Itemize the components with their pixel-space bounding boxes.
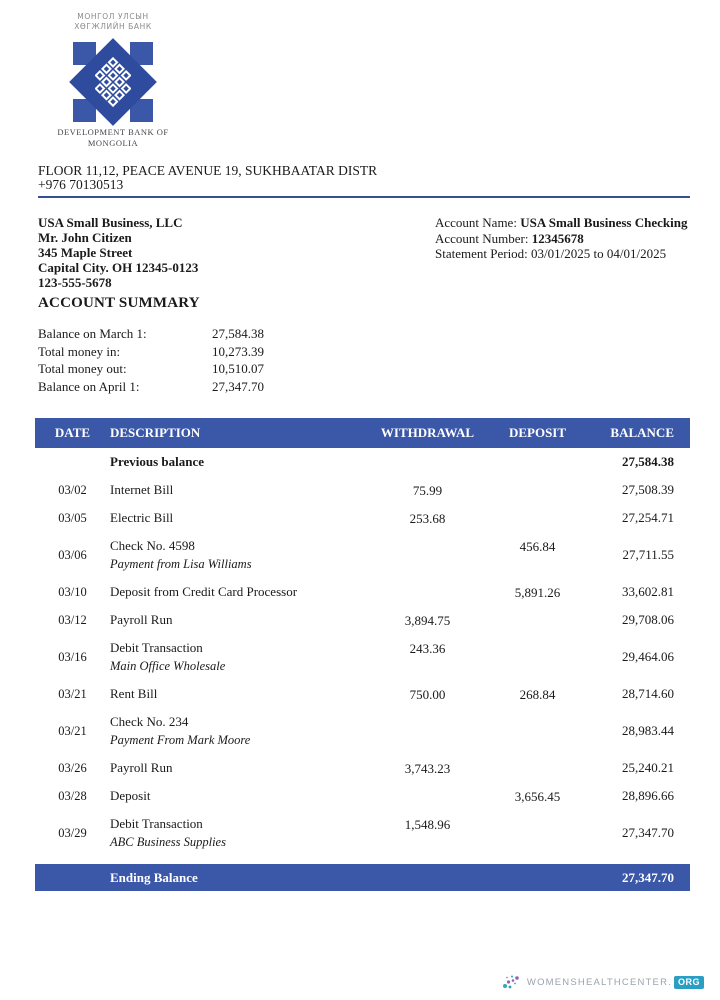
txn-description: Payroll Run	[110, 612, 173, 627]
txn-deposit	[495, 476, 580, 504]
summary-row	[38, 325, 690, 343]
summary-row	[38, 343, 690, 361]
bank-phone: +976 70130513	[38, 177, 124, 192]
previous-balance-row	[35, 448, 690, 476]
customer-phone: 123-555-5678	[38, 275, 112, 290]
txn-description-cell	[110, 476, 360, 504]
txn-description: Payroll Run	[110, 760, 173, 775]
txn-description: Deposit	[110, 788, 151, 803]
txn-deposit: 3,656.45	[514, 789, 561, 804]
txn-date: 03/28	[58, 788, 87, 803]
txn-deposit	[495, 634, 580, 680]
txn-description-cell	[110, 634, 360, 680]
txn-description-cell	[110, 782, 360, 810]
txn-description-cell	[110, 680, 360, 708]
txn-withdrawal: 243.36	[409, 641, 446, 656]
table-row	[35, 782, 690, 810]
table-row	[35, 606, 690, 634]
ending-balance-row	[35, 864, 690, 891]
ending-balance-label: Ending Balance	[110, 869, 198, 885]
header-deposit: DEPOSIT	[508, 425, 567, 440]
dots-logo-icon	[502, 973, 524, 991]
txn-deposit: 456.84	[519, 539, 556, 554]
bank-address: FLOOR 11,12, PEACE AVENUE 19, SUKHBAATAR DISTR	[38, 163, 378, 178]
txn-date: 03/29	[58, 825, 87, 840]
account-summary	[38, 325, 690, 395]
bank-name-mn-line1: МОНГОЛ УЛСЫН	[77, 12, 149, 21]
txn-date: 03/06	[58, 547, 87, 562]
table-row	[35, 578, 690, 606]
customer-company: USA Small Business, LLC	[38, 215, 183, 230]
header-description: DESCRIPTION	[110, 425, 201, 440]
summary-value: 27,347.70	[212, 378, 264, 394]
table-row	[35, 634, 690, 680]
txn-date: 03/12	[58, 612, 87, 627]
bank-address-block	[38, 164, 690, 192]
ending-balance-value: 27,347.70	[622, 869, 674, 885]
txn-balance: 29,464.06	[622, 649, 674, 664]
watermark	[502, 973, 704, 991]
account-number-value: 12345678	[531, 230, 584, 246]
txn-balance: 28,983.44	[622, 723, 674, 738]
txn-description: Debit Transaction	[110, 816, 203, 831]
txn-note: ABC Business Supplies	[110, 835, 226, 849]
txn-balance: 27,508.39	[622, 482, 674, 497]
txn-deposit	[495, 708, 580, 754]
header-balance: BALANCE	[610, 425, 674, 440]
txn-description-cell	[110, 708, 360, 754]
customer-address-block	[38, 215, 198, 290]
transaction-list	[35, 476, 690, 856]
txn-date: 03/21	[58, 723, 87, 738]
watermark-org-badge: ORG	[674, 976, 704, 989]
header-date: DATE	[54, 425, 91, 440]
account-number-line: Account Number: 12345678	[435, 230, 584, 246]
account-name-value: USA Small Business Checking	[520, 215, 688, 230]
txn-note: Main Office Wholesale	[110, 659, 226, 673]
header-withdrawal: WITHDRAWAL	[380, 425, 475, 440]
bank-logo	[70, 39, 156, 125]
txn-date: 03/10	[58, 584, 87, 599]
table-header	[35, 418, 690, 448]
txn-balance: 28,714.60	[622, 686, 674, 701]
txn-note: Payment From Mark Moore	[110, 733, 251, 747]
summary-label: Total money in:	[38, 343, 121, 359]
summary-value: 27,584.38	[212, 326, 264, 341]
statement-period-line: Statement Period: 03/01/2025 to 04/01/2025	[435, 246, 667, 261]
summary-value: 10,273.39	[212, 343, 264, 359]
endless-knot-icon	[95, 57, 131, 107]
txn-withdrawal: 3,743.23	[404, 761, 451, 776]
customer-street: 345 Maple Street	[38, 245, 133, 260]
summary-label: Total money out:	[38, 361, 127, 376]
txn-balance: 28,896.66	[622, 788, 674, 803]
previous-balance-value: 27,584.38	[622, 454, 674, 469]
txn-withdrawal	[360, 578, 495, 606]
table-row	[35, 810, 690, 856]
txn-description: Check No. 234	[110, 714, 189, 729]
txn-description: Electric Bill	[110, 510, 174, 525]
txn-date: 03/02	[58, 482, 87, 497]
bank-header	[38, 10, 188, 149]
statement-info-row	[38, 215, 690, 290]
txn-balance: 27,254.71	[622, 510, 674, 525]
table-row	[35, 504, 690, 532]
txn-description: Deposit from Credit Card Processor	[110, 584, 298, 599]
txn-balance: 25,240.21	[622, 760, 674, 775]
txn-description-cell	[110, 578, 360, 606]
txn-balance: 27,347.70	[622, 825, 674, 840]
txn-balance: 29,708.06	[622, 612, 674, 627]
txn-description: Check No. 4598	[110, 538, 195, 553]
txn-description-cell	[110, 532, 360, 578]
statement-period-value: 03/01/2025 to 04/01/2025	[531, 246, 667, 261]
table-row	[35, 754, 690, 782]
txn-date: 03/21	[58, 686, 87, 701]
txn-deposit: 5,891.26	[514, 585, 561, 600]
watermark-brand: WOMENSHEALTHCENTER.	[526, 976, 672, 988]
txn-deposit: 268.84	[519, 687, 556, 702]
txn-date: 03/16	[58, 649, 87, 664]
txn-withdrawal	[360, 782, 495, 810]
txn-withdrawal: 750.00	[409, 687, 446, 702]
txn-date: 03/05	[58, 510, 87, 525]
txn-deposit	[495, 754, 580, 782]
bank-name-mn-line2: ХӨГЖЛИЙН БАНК	[74, 22, 152, 31]
txn-withdrawal: 253.68	[409, 511, 446, 526]
transaction-table	[35, 418, 690, 891]
customer-city: Capital City. OH 12345-0123	[38, 260, 199, 275]
txn-deposit	[495, 606, 580, 634]
bank-name-en-line1: DEVELOPMENT BANK OF	[57, 127, 169, 137]
account-name-line: Account Name: USA Small Business Checking	[435, 215, 688, 230]
txn-balance: 27,711.55	[622, 547, 674, 562]
summary-row	[38, 360, 690, 378]
account-summary-title: ACCOUNT SUMMARY	[38, 295, 200, 311]
txn-description-cell	[110, 810, 360, 856]
txn-description-cell	[110, 606, 360, 634]
txn-withdrawal: 75.99	[412, 483, 443, 498]
txn-description: Debit Transaction	[110, 640, 203, 655]
txn-deposit	[495, 504, 580, 532]
header-divider	[38, 196, 690, 198]
bank-name-mongolian	[38, 10, 188, 32]
summary-value: 10,510.07	[212, 361, 264, 376]
bank-name-english	[38, 127, 188, 149]
table-row	[35, 532, 690, 578]
txn-description: Rent Bill	[110, 686, 158, 701]
account-info-block	[435, 215, 690, 290]
txn-balance: 33,602.81	[622, 584, 674, 599]
txn-note: Payment from Lisa Williams	[110, 557, 252, 571]
txn-date: 03/26	[58, 760, 87, 775]
txn-withdrawal: 3,894.75	[404, 613, 451, 628]
txn-withdrawal	[360, 532, 495, 578]
table-row	[35, 476, 690, 504]
summary-row	[38, 378, 690, 396]
previous-balance-label: Previous balance	[110, 454, 205, 469]
txn-description-cell	[110, 504, 360, 532]
txn-withdrawal: 1,548.96	[404, 817, 451, 832]
txn-withdrawal	[360, 708, 495, 754]
txn-deposit	[495, 810, 580, 856]
summary-label: Balance on April 1:	[38, 378, 140, 394]
txn-description: Internet Bill	[110, 482, 174, 497]
bank-name-en-line2: MONGOLIA	[87, 138, 139, 148]
summary-label: Balance on March 1:	[38, 326, 147, 341]
table-row	[35, 680, 690, 708]
table-row	[35, 708, 690, 754]
txn-description-cell	[110, 754, 360, 782]
customer-name: Mr. John Citizen	[38, 230, 132, 245]
